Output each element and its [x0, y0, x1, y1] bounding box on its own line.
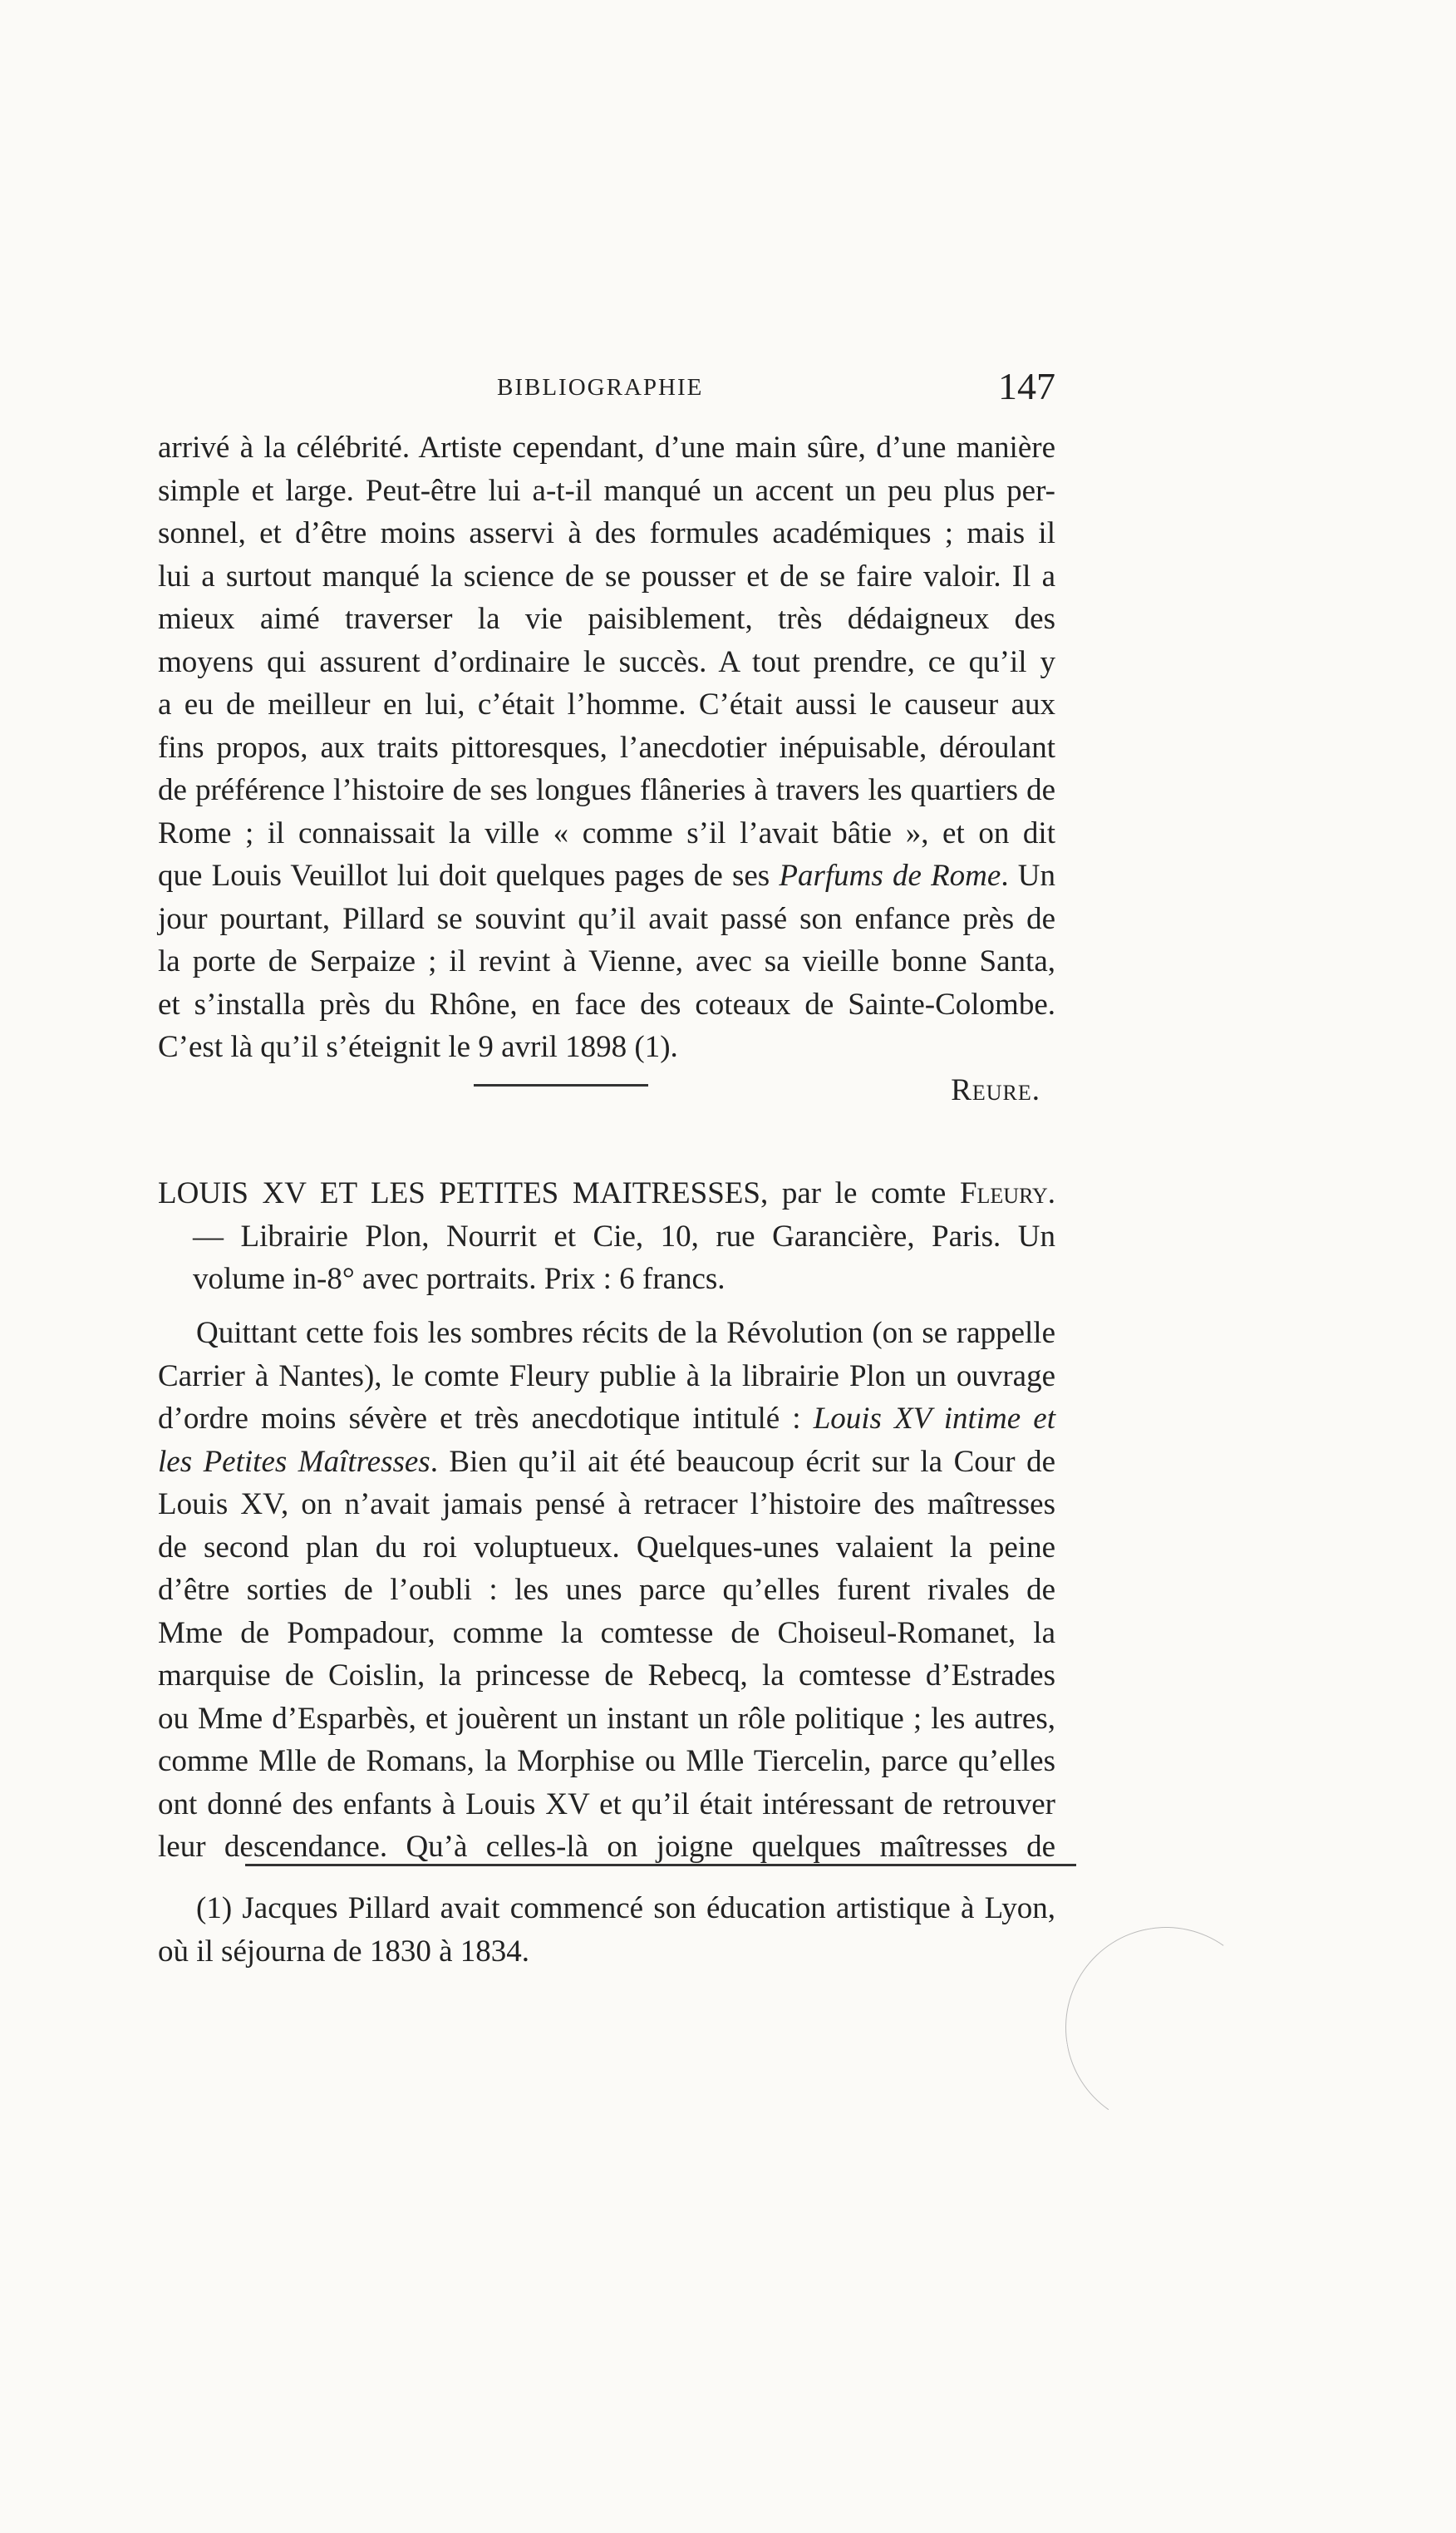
publisher-line: — Librairie Plon, Nourrit et Cie, 10, rue Garancière, Paris. Un: [193, 1219, 1055, 1254]
text-line: de second plan du roi voluptueux. Quelques-unes valaient la peine: [158, 1530, 1055, 1565]
text-line: les Petites Maîtresses. Bien qu’il ait été beaucoup écrit sur la Cour de: [158, 1444, 1055, 1479]
review-author: Fleury: [959, 1176, 1048, 1210]
page-number: 147: [998, 365, 1055, 407]
text-line: a eu de meilleur en lui, c’était l’homme. C’était aussi le causeur aux: [158, 687, 1055, 722]
book-title-italic: Parfums de Rome: [779, 859, 1001, 893]
text-line: que Louis Veuillot lui doit quelques pages de ses Parfums de Rome. Un: [158, 859, 1055, 893]
footnote: [158, 1887, 1055, 1973]
text-line: Quittant cette fois les sombres récits de la Révolution (on se rappelle: [196, 1316, 1055, 1350]
running-head: BIBLIOGRAPHIE: [497, 374, 704, 401]
paper-stain: [1050, 1911, 1282, 2144]
text-line: de préférence l’histoire de ses longues flâneries à travers les quartiers de: [158, 773, 1055, 807]
review-signature: Reure.: [951, 1072, 1040, 1107]
footnote-line: où il séjourna de 1830 à 1834.: [158, 1934, 529, 1969]
text-line: leur descendance. Qu’à celles-là on joigne quelques maîtresses de: [158, 1830, 1055, 1864]
book-title-italic: Louis XV intime et: [813, 1402, 1055, 1436]
price-line: volume in-8° avec portraits. Prix : 6 francs.: [193, 1262, 726, 1296]
book-title-italic: les Petites Maîtresses: [158, 1444, 430, 1479]
text-line: lui a surtout manqué la science de se pousser et de se faire valoir. Il a: [158, 559, 1055, 594]
text-line: Mme de Pompadour, comme la comtesse de Choiseul-Romanet, la: [158, 1615, 1055, 1650]
section-divider: [474, 1084, 648, 1087]
text-line: C’est là qu’il s’éteignit le 9 avril 1898 (1).: [158, 1030, 678, 1064]
text-line: ont donné des enfants à Louis XV et qu’il était intéressant de retrouver: [158, 1786, 1055, 1821]
text-line: marquise de Coislin, la princesse de Rebecq, la comtesse d’Estrades: [158, 1658, 1055, 1693]
review-louis-xv-heading: [158, 1172, 1055, 1301]
review-title: LOUIS XV ET LES PETITES MAITRESSES,: [158, 1176, 769, 1210]
text-line: arrivé à la célébrité. Artiste cependant, d’une main sûre, d’une manière: [158, 431, 1055, 465]
text-line: et s’installa près du Rhône, en face des coteaux de Sainte-Colombe.: [158, 987, 1055, 1022]
footnote-rule: [245, 1864, 1076, 1866]
text-line: Louis XV, on n’avait jamais pensé à retracer l’histoire des maîtresses: [158, 1487, 1055, 1521]
footnote-line: (1) Jacques Pillard avait commencé son éducation artistique à Lyon,: [196, 1891, 1055, 1925]
text-line: fins propos, aux traits pittoresques, l’anecdotier inépuisable, déroulant: [158, 730, 1055, 765]
review-pillard-text: [158, 426, 1055, 1111]
text-line: ou Mme d’Esparbès, et jouèrent un instant un rôle politique ; les autres,: [158, 1701, 1055, 1736]
page-header: [158, 364, 1055, 422]
text-line: simple et large. Peut-être lui a-t-il manqué un accent un peu plus per-: [158, 473, 1055, 508]
text-line: Rome ; il connaissait la ville « comme s’il l’avait bâtie », et on dit: [158, 816, 1055, 850]
review-title-line: LOUIS XV ET LES PETITES MAITRESSES, par le comte Fleury.: [158, 1176, 1056, 1210]
text-line: d’être sorties de l’oubli : les unes parce qu’elles furent rivales de: [158, 1573, 1055, 1607]
text-line: mieux aimé traverser la vie paisiblement, très dédaigneux des: [158, 602, 1055, 636]
text-line: sonnel, et d’être moins asservi à des formules académiques ; mais il: [158, 516, 1055, 550]
review-louis-xv-text: [158, 1312, 1055, 1869]
text-line: moyens qui assurent d’ordinaire le succès. A tout prendre, ce qu’il y: [158, 644, 1055, 679]
text-line: la porte de Serpaize ; il revint à Vienne, avec sa vieille bonne Santa,: [158, 944, 1055, 978]
text-line: d’ordre moins sévère et très anecdotique intitulé : Louis XV intime et: [158, 1402, 1055, 1436]
text-line: comme Mlle de Romans, la Morphise ou Mlle Tiercelin, parce qu’elles: [158, 1744, 1055, 1778]
text-line: jour pourtant, Pillard se souvint qu’il avait passé son enfance près de: [158, 901, 1055, 936]
text-line: Carrier à Nantes), le comte Fleury publie à la librairie Plon un ouvrage: [158, 1358, 1055, 1393]
